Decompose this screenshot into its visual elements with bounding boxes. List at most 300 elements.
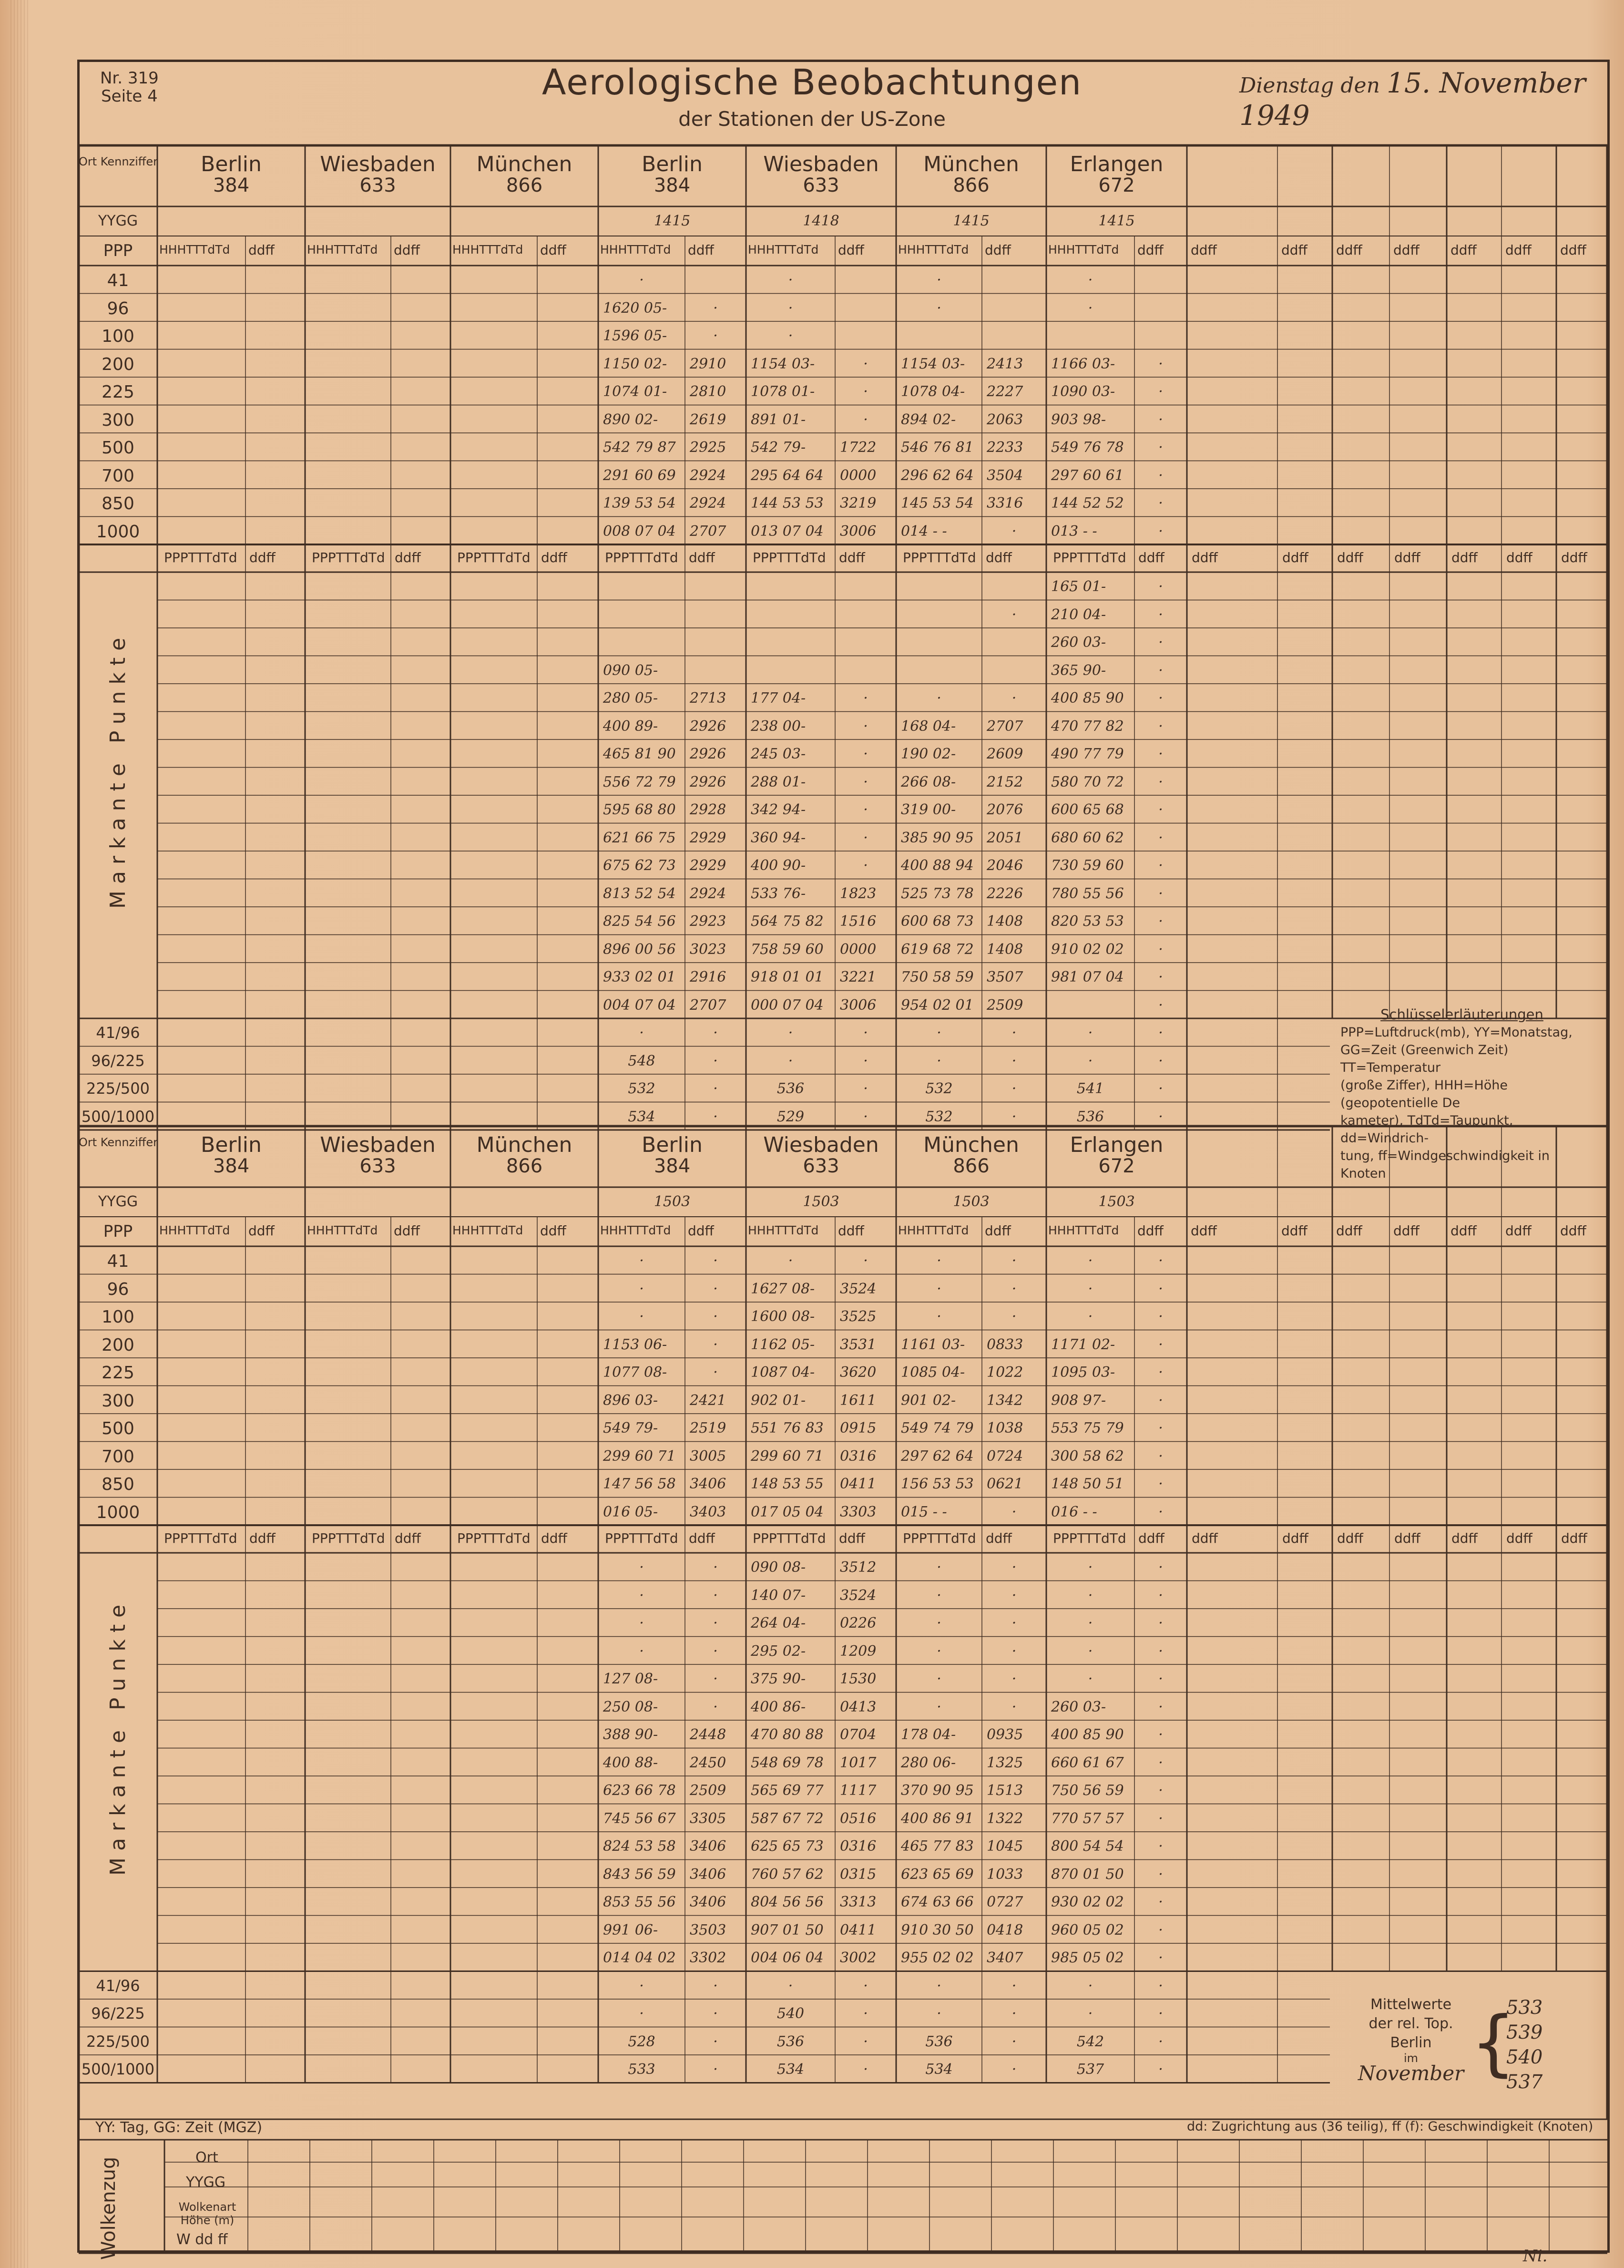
observation-value: 1627 08- [751,1280,815,1297]
observation-value: 3221 [840,969,877,985]
station-name: München [923,152,1019,176]
thickness-value: · [863,1080,868,1097]
observation-value: · [788,328,793,344]
observation-value: 1087 04- [751,1364,815,1381]
observation-value: 621 66 75 [603,829,676,846]
observation-value: 238 00- [751,718,806,735]
pressure-level: 700 [102,466,134,486]
footer-note-right: dd: Zugrichtung aus (36 teilig), ff (f): Geschwindigkeit (Knoten) [1187,2119,1593,2134]
hhh-column-label: HHHTTTdTd [1048,1223,1119,1237]
observation-value: 145 53 54 [901,495,974,512]
avg-month: November [1358,2062,1464,2085]
thickness-value: 534 [925,2061,953,2078]
observation-value: 165 01- [1051,578,1106,595]
observation-value: · [1011,1559,1017,1576]
ppp-column-label: PPPTTTdTd [605,1530,678,1546]
observation-value: 3316 [987,495,1023,512]
ddff-column-label: ddff [986,550,1012,565]
pressure-level: 225 [102,1363,134,1383]
pressure-level: 200 [102,354,134,374]
pressure-level: 300 [102,410,134,430]
observation-value: 770 57 57 [1051,1810,1124,1827]
observation-value: 1033 [987,1866,1023,1883]
observation-value: · [1158,634,1163,651]
observation-value: 902 01- [751,1392,806,1409]
observation-value: 1342 [987,1392,1023,1409]
observation-value: 139 53 54 [603,495,676,512]
ppp-column-label: PPPTTTdTd [457,550,531,565]
observation-value: 2413 [987,355,1023,372]
station-name: Berlin [642,1133,703,1157]
thickness-value: · [713,2033,718,2050]
observation-value: 0724 [987,1447,1023,1465]
key-line: GG=Zeit (Greenwich Zeit) TT=Temperatur [1340,1043,1509,1075]
thickness-value: · [1011,2005,1017,2022]
ddff-column-label: ddff [688,1223,714,1239]
observation-value: · [937,1308,941,1325]
thickness-value: · [863,1052,868,1069]
observation-value: 3507 [987,969,1023,985]
observation-value: 297 62 64 [901,1447,974,1465]
page-title: Aerologische Beobachtungen [541,62,1083,103]
issue-number: Nr. 319 [100,69,159,88]
observation-value: · [1088,1615,1093,1632]
observation-value: · [1158,439,1163,456]
observation-value: · [639,1252,644,1269]
observation-value: 0411 [840,1921,877,1939]
observation-value: 2233 [987,439,1023,456]
observation-value: 177 04- [751,690,806,707]
observation-value: 1722 [840,439,877,456]
pressure-level: 300 [102,1391,134,1411]
observation-value: 991 06- [603,1921,658,1939]
observation-value: · [639,1642,644,1660]
observation-value: · [1088,1308,1093,1325]
observation-value: 3302 [690,1950,726,1966]
observation-value: 600 68 73 [901,913,974,930]
observation-value: · [937,1615,941,1632]
observation-value: 0418 [987,1921,1023,1939]
observation-value: 2924 [690,885,726,902]
ppp-column-label: PPPTTTdTd [312,550,385,565]
observation-value: 017 05 04 [751,1503,824,1520]
thickness-value: · [1088,1052,1093,1069]
observation-value: · [1158,829,1163,846]
observation-value: · [937,690,941,707]
observation-value: 3006 [840,996,877,1014]
thickness-value: · [863,1977,868,1994]
observation-value: 2707 [987,718,1023,735]
hhh-column-label: HHHTTTdTd [307,243,378,257]
observation-value: 400 85 90 [1051,690,1124,707]
observation-value: 3524 [840,1587,877,1604]
observation-value: 981 07 04 [1051,969,1124,985]
observation-value: · [1158,1587,1163,1604]
pressure-level: 96 [107,1279,129,1299]
hhh-column-label: HHHTTTdTd [159,1223,230,1237]
observation-value: 008 07 04 [603,523,676,540]
observation-value: · [1158,1559,1163,1576]
ddff-column-label: ddff [1336,242,1362,258]
thickness-value: · [1011,1052,1017,1069]
observation-value: · [1158,1280,1163,1297]
avg-label: Mittelwerte [1370,1996,1452,2013]
observation-value: · [1158,1336,1163,1353]
markante-punkte-label: Markante Punkte [105,1598,130,1876]
pressure-level: 850 [102,494,134,513]
observation-value: 813 52 54 [603,885,676,902]
thickness-value: 537 [1076,2061,1104,2078]
station-name: Wiesbaden [320,1133,436,1157]
observation-value: 0000 [840,941,877,958]
observation-value: · [1011,606,1017,623]
observation-value: 675 62 73 [603,857,676,874]
observation-value: · [1158,1503,1163,1520]
observation-value: 619 68 72 [901,941,974,958]
ddff-column-label: ddff [394,242,420,258]
station-name: Wiesbaden [763,1133,879,1157]
observation-value: 1162 05- [751,1336,815,1353]
thickness-value: 540 [776,2005,805,2022]
observation-value: · [1158,718,1163,735]
observation-value: 3006 [840,523,877,540]
observation-value: · [1011,690,1017,707]
observation-value: 2063 [987,411,1023,428]
thickness-value: 533 [628,2061,655,2078]
hhh-column-label: HHHTTTdTd [1048,243,1119,257]
observation-value: · [1158,1671,1163,1687]
observation-value: 750 58 59 [901,969,974,985]
observation-value: · [788,299,793,317]
pressure-level: 225 [102,382,134,402]
yygg-value: 1415 [953,213,990,229]
observation-value: · [713,1280,718,1297]
observation-value: 2509 [690,1782,726,1799]
observation-value: · [863,773,868,790]
thickness-value: 548 [628,1052,655,1069]
ddff-column-label: ddff [838,242,864,258]
observation-value: · [1158,690,1163,707]
page-number: Seite 4 [101,87,158,106]
observation-value: · [1158,495,1163,512]
observation-value: 1077 08- [603,1364,667,1381]
thickness-value: · [1158,2061,1163,2078]
ddff-column-label: ddff [1506,550,1532,565]
observation-value: · [1088,1642,1093,1660]
thickness-value: · [713,1025,718,1041]
markante-punkte-label: Markante Punkte [105,631,130,909]
ddff-column-label: ddff [689,1530,715,1546]
observation-value: · [863,355,868,372]
ddff-column-label: ddff [1505,242,1532,258]
observation-value: 623 66 78 [603,1782,676,1799]
observation-value: 553 75 79 [1051,1420,1124,1437]
observation-value: · [1011,1308,1017,1325]
station-name: Berlin [201,1133,262,1157]
observation-value: 542 79- [751,439,806,456]
observation-value: 1017 [840,1754,877,1771]
observation-value: 2916 [690,969,726,985]
observation-value: · [1158,662,1163,679]
observation-value: 365 90- [1051,662,1106,679]
observation-value: · [713,1308,718,1325]
ppp-column-label: PPPTTTdTd [903,1530,976,1546]
observation-value: 533 76- [751,885,806,902]
thickness-value: · [937,1052,941,1069]
observation-value: 930 02 02 [1051,1894,1124,1910]
thickness-value: 536 [925,2033,953,2050]
observation-value: 2928 [690,801,726,818]
observation-value: 370 90 95 [901,1782,974,1799]
ppp-column-label: PPPTTTdTd [753,550,826,565]
observation-value: 1408 [987,913,1023,930]
station-code: 384 [654,1155,691,1177]
observation-value: · [1158,996,1163,1014]
observation-value: 960 05 02 [1051,1921,1124,1939]
observation-value: 843 56 59 [603,1866,676,1883]
ddff-column-label: ddff [1451,1530,1478,1546]
observation-value: · [1088,1280,1093,1297]
observation-value: 3620 [840,1364,877,1381]
thickness-value: · [1011,2033,1017,2050]
thickness-value: · [1011,1108,1017,1125]
observation-value: 400 89- [603,718,658,735]
hhh-column-label: HHHTTTdTd [452,1223,523,1237]
observation-value: 674 63 66 [901,1894,974,1910]
observation-value: 288 01- [751,773,806,790]
observation-value: · [1158,1810,1163,1827]
observation-value: 090 08- [751,1559,806,1576]
observation-value: · [937,272,941,288]
observation-value: 780 55 56 [1051,885,1124,902]
wolkenzug-row-ort: Ort [195,2149,218,2166]
observation-value: 016 - - [1051,1503,1097,1520]
wolkenzug-row-wind: W dd ff [176,2231,228,2248]
monthly-averages [1354,1995,1583,2100]
observation-value: 0315 [840,1866,877,1883]
observation-value: · [788,1252,793,1269]
ddff-column-label: ddff [1281,1223,1307,1239]
key-line: PPP=Luftdruck(mb), YY=Monatstag, [1340,1025,1573,1040]
ppp-column-label: PPPTTTdTd [1053,1530,1126,1546]
observation-value: 280 06- [901,1754,956,1771]
observation-value: · [1011,1698,1017,1715]
observation-value: 901 02- [901,1392,956,1409]
observation-value: 2152 [987,773,1023,790]
observation-value: 400 88 94 [901,857,974,874]
ddff-column-label: ddff [1191,1223,1217,1239]
observation-value: 2926 [690,773,726,790]
observation-value: 264 04- [751,1615,806,1632]
observation-value: 910 30 50 [901,1921,974,1939]
observation-value: 148 53 55 [751,1476,824,1492]
observation-value: · [1158,1838,1163,1855]
station-code: 866 [506,174,543,196]
pressure-level: 100 [102,1307,134,1327]
observation-value: · [863,1252,868,1269]
observation-value: 551 76 83 [751,1420,824,1437]
thickness-value: · [1158,1052,1163,1069]
ddff-column-label: ddff [1506,1530,1532,1546]
observation-value: 400 88- [603,1754,658,1771]
observation-value: · [1158,1698,1163,1715]
ddff-column-label: ddff [1450,242,1477,258]
ddff-column-label: ddff [689,550,715,565]
observation-value: 1161 03- [901,1336,965,1353]
hhh-column-label: HHHTTTdTd [600,1223,671,1237]
observation-value: · [639,272,644,288]
observation-value: 1078 04- [901,383,965,400]
thickness-value: · [1158,1080,1163,1097]
thickness-value: 541 [1076,1080,1104,1097]
ppp-column-label: PPPTTTdTd [753,1530,826,1546]
observation-value: 190 02- [901,746,956,762]
observation-value: · [1158,1615,1163,1632]
observation-value: 954 02 01 [901,996,974,1014]
station-code: 866 [953,1155,990,1177]
observation-value: 148 50 51 [1051,1476,1124,1492]
thickness-label: 41/96 [96,1024,140,1042]
observation-value: 299 60 71 [603,1447,676,1465]
observation-value: 1530 [840,1671,877,1687]
observation-value: 2076 [987,801,1023,818]
observation-value: 549 76 78 [1051,439,1124,456]
observation-value: 2609 [987,746,1023,762]
observation-value: 144 53 53 [751,495,824,512]
thickness-value: · [1158,2033,1163,2050]
observation-value: 3512 [840,1559,877,1576]
ddff-column-label: ddff [1282,550,1308,565]
station-name: München [923,1133,1019,1157]
observation-value: 3023 [690,941,726,958]
observation-value: 297 60 61 [1051,467,1124,484]
thickness-value: · [1158,2005,1163,2022]
observation-value: 804 56 56 [751,1894,824,1910]
observation-value: 2926 [690,718,726,735]
key-line: kameter), TdTd=Taupunkt, dd=Windrich- [1340,1113,1513,1146]
observation-value: · [1088,1587,1093,1604]
observation-value: · [1158,383,1163,400]
station-code: 866 [506,1155,543,1177]
observation-value: 0704 [840,1726,877,1743]
observation-value: 3303 [840,1503,877,1520]
observation-value: · [639,1559,644,1576]
observation-value: 004 06 04 [751,1950,824,1966]
observation-value: 3002 [840,1950,877,1966]
observation-value: 2810 [690,383,726,400]
observation-value: 2923 [690,913,726,930]
observation-value: · [937,299,941,317]
thickness-value: 529 [776,1108,805,1125]
key-line: (große Ziffer), HHH=Höhe (geopotentielle De [1340,1078,1508,1110]
ddff-column-label: ddff [1394,1530,1420,1546]
thickness-value: · [863,2033,868,2050]
observation-value: 556 72 79 [603,773,676,790]
observation-value: 800 54 54 [1051,1838,1124,1855]
observation-value: · [1011,1615,1017,1632]
observation-value: 015 - - [901,1503,947,1520]
observation-value: 660 61 67 [1051,1754,1124,1771]
observation-value: 825 54 56 [603,913,676,930]
observation-value: 760 57 62 [751,1866,824,1883]
observation-value: · [1088,299,1093,317]
station-code: 384 [213,174,250,196]
observation-value: · [863,718,868,735]
yygg-value: 1503 [953,1193,990,1210]
observation-value: 2450 [690,1754,726,1771]
thickness-value: 532 [925,1080,953,1097]
observation-value: · [713,1336,718,1353]
observation-value: 896 00 56 [603,941,676,958]
avg-value: 537 [1506,2071,1543,2093]
ddff-column-label: ddff [540,1223,566,1239]
ddff-column-label: ddff [1394,550,1420,565]
ddff-column-label: ddff [1451,550,1478,565]
observation-value: · [937,1252,941,1269]
observation-value: 1095 03- [1051,1364,1115,1381]
ddff-column-label: ddff [395,1530,421,1546]
pressure-level: 41 [107,1252,129,1271]
thickness-value: · [713,2005,718,2022]
observation-value: · [1158,746,1163,762]
observation-value: 178 04- [901,1726,956,1743]
observation-value: 3406 [690,1866,726,1883]
thickness-value: · [639,2005,644,2022]
date-value: 15. November 1949 [1239,67,1586,132]
observation-value: 2226 [987,885,1023,902]
thickness-value: · [1088,1977,1093,1994]
observation-value: 3305 [690,1810,726,1827]
observation-value: 400 90- [751,857,806,874]
pressure-level: 1000 [96,1502,140,1522]
observation-value: 140 07- [751,1587,806,1604]
observation-value: 891 01- [751,411,806,428]
observation-value: 894 02- [901,411,956,428]
thickness-label: 96/225 [91,1051,145,1070]
observation-value: · [863,857,868,874]
ddff-column-label: ddff [1393,242,1420,258]
observation-value: · [713,1587,718,1604]
observation-value: 1611 [840,1392,877,1409]
observation-value: 896 03- [603,1392,658,1409]
yygg-value: 1503 [803,1193,839,1210]
observation-value: · [863,829,868,846]
thickness-label: 225/500 [86,2032,150,2051]
observation-value: 1154 03- [901,355,965,372]
observation-value: · [713,1642,718,1660]
observation-value: 1620 05- [603,299,667,317]
observation-value: 1596 05- [603,328,667,344]
ddff-column-label: ddff [394,1223,420,1239]
observation-value: 600 65 68 [1051,801,1124,818]
observation-value: 1078 01- [751,383,815,400]
observation-value: 014 - - [901,523,947,540]
observation-value: · [1011,1503,1017,1520]
observation-value: 144 52 52 [1051,495,1124,512]
observation-value: · [1158,355,1163,372]
observation-value: · [1011,1671,1017,1687]
observation-value: · [1158,1726,1163,1743]
observation-value: 625 65 73 [751,1838,824,1855]
observation-value: · [1158,1420,1163,1437]
observation-value: 260 03- [1051,1698,1106,1715]
observation-value: · [1158,1754,1163,1771]
observation-value: 2929 [690,829,726,846]
observation-value: 525 73 78 [901,885,974,902]
thickness-value: · [1088,1025,1093,1041]
observation-value: 564 75 82 [751,913,824,930]
observation-value: · [1158,857,1163,874]
